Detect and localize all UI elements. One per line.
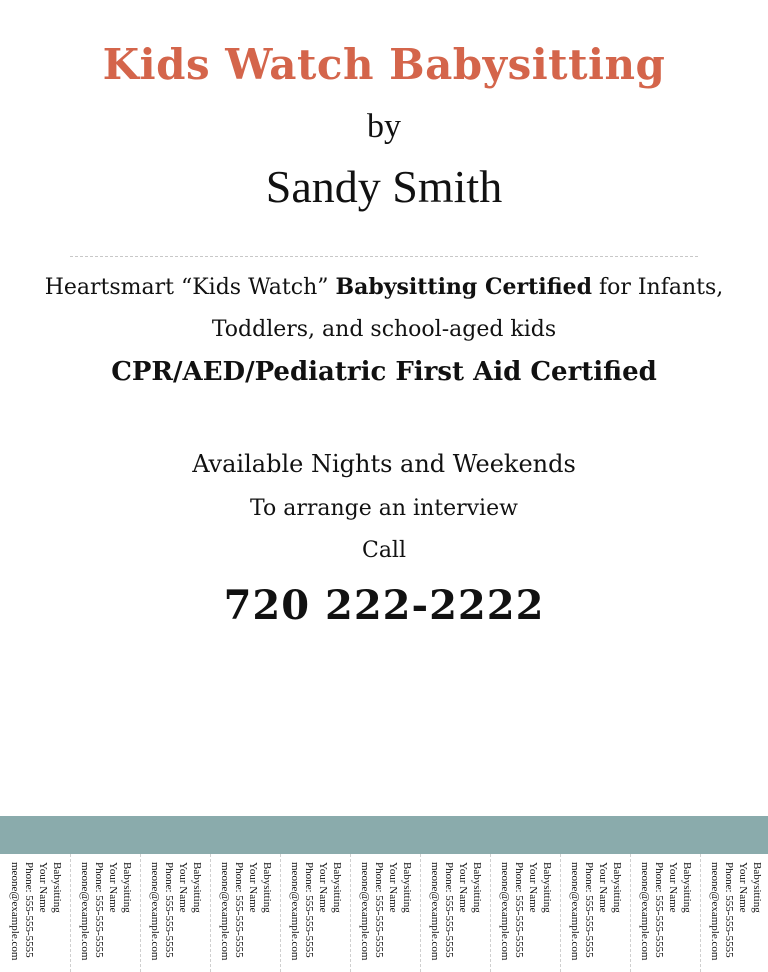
tab-name: Your Name bbox=[37, 862, 49, 913]
tab-text bbox=[148, 862, 204, 960]
tab-title: Babysitting bbox=[681, 862, 693, 913]
tab-email: meone@example.com bbox=[79, 862, 91, 961]
certification-line-1 bbox=[0, 274, 768, 300]
arrange-text: To arrange an interview bbox=[250, 496, 518, 521]
tab-title: Babysitting bbox=[51, 862, 63, 913]
tab-title: Babysitting bbox=[751, 862, 763, 913]
tab-title: Babysitting bbox=[191, 862, 203, 913]
tab-email: meone@example.com bbox=[639, 862, 651, 961]
tab-name: Your Name bbox=[387, 862, 399, 913]
tab-phone: Phone: 555-555-5555 bbox=[23, 862, 35, 958]
tab-name: Your Name bbox=[107, 862, 119, 913]
tab-phone: Phone: 555-555-5555 bbox=[163, 862, 175, 958]
tab-email: meone@example.com bbox=[219, 862, 231, 961]
tab-email: meone@example.com bbox=[709, 862, 721, 961]
tear-off-tab[interactable] bbox=[140, 854, 210, 972]
tab-title: Babysitting bbox=[471, 862, 483, 913]
tab-phone: Phone: 555-555-5555 bbox=[233, 862, 245, 958]
tab-title: Babysitting bbox=[261, 862, 273, 913]
tab-email: meone@example.com bbox=[429, 862, 441, 961]
tab-name: Your Name bbox=[317, 862, 329, 913]
tab-name: Your Name bbox=[597, 862, 609, 913]
tab-text bbox=[708, 862, 764, 960]
tear-off-tab[interactable] bbox=[280, 854, 350, 972]
tab-email: meone@example.com bbox=[499, 862, 511, 961]
availability-text: Available Nights and Weekends bbox=[192, 450, 576, 478]
tab-text bbox=[568, 862, 624, 960]
tab-phone: Phone: 555-555-5555 bbox=[513, 862, 525, 958]
tab-phone: Phone: 555-555-5555 bbox=[653, 862, 665, 958]
flyer-title: Kids Watch Babysitting bbox=[102, 40, 666, 89]
tab-name: Your Name bbox=[527, 862, 539, 913]
flyer-name: Sandy Smith bbox=[265, 161, 503, 212]
color-band bbox=[0, 816, 768, 854]
tab-email: meone@example.com bbox=[569, 862, 581, 961]
tab-email: meone@example.com bbox=[9, 862, 21, 961]
tab-text bbox=[8, 862, 64, 960]
tab-text bbox=[428, 862, 484, 960]
certification-pre: Heartsmart “Kids Watch” bbox=[44, 275, 336, 300]
tab-title: Babysitting bbox=[331, 862, 343, 913]
tab-text bbox=[638, 862, 694, 960]
tab-name: Your Name bbox=[667, 862, 679, 913]
tab-name: Your Name bbox=[247, 862, 259, 913]
tab-email: meone@example.com bbox=[359, 862, 371, 961]
call-text: Call bbox=[361, 538, 407, 563]
tab-title: Babysitting bbox=[541, 862, 553, 913]
tab-text bbox=[78, 862, 134, 960]
tear-off-tab[interactable] bbox=[630, 854, 700, 972]
tab-name: Your Name bbox=[737, 862, 749, 913]
tab-phone: Phone: 555-555-5555 bbox=[303, 862, 315, 958]
tear-off-tab[interactable] bbox=[490, 854, 560, 972]
tab-text bbox=[218, 862, 274, 960]
tab-text bbox=[288, 862, 344, 960]
flyer-by: by bbox=[367, 108, 401, 145]
tab-text bbox=[498, 862, 554, 960]
tab-phone: Phone: 555-555-5555 bbox=[443, 862, 455, 958]
tear-off-tabs bbox=[0, 854, 768, 972]
certification-bold: Babysitting Certified bbox=[335, 274, 592, 300]
divider bbox=[70, 256, 698, 257]
tear-off-tab[interactable] bbox=[0, 854, 70, 972]
tab-text bbox=[358, 862, 414, 960]
tear-off-tab[interactable] bbox=[420, 854, 490, 972]
tab-title: Babysitting bbox=[611, 862, 623, 913]
tear-off-tab[interactable] bbox=[560, 854, 630, 972]
tear-off-tab[interactable] bbox=[350, 854, 420, 972]
tear-off-tab[interactable] bbox=[700, 854, 768, 972]
cpr-certification: CPR/AED/Pediatric First Aid Certified bbox=[111, 357, 657, 387]
certification-post: for Infants, bbox=[591, 275, 724, 300]
tab-email: meone@example.com bbox=[289, 862, 301, 961]
tab-phone: Phone: 555-555-5555 bbox=[373, 862, 385, 958]
tear-off-tab[interactable] bbox=[70, 854, 140, 972]
tab-title: Babysitting bbox=[121, 862, 133, 913]
tear-off-tab[interactable] bbox=[210, 854, 280, 972]
tab-name: Your Name bbox=[457, 862, 469, 913]
tab-title: Babysitting bbox=[401, 862, 413, 913]
tab-phone: Phone: 555-555-5555 bbox=[583, 862, 595, 958]
certification-line-2: Toddlers, and school-aged kids bbox=[211, 317, 557, 342]
phone-number: 720 222-2222 bbox=[223, 582, 545, 629]
tab-phone: Phone: 555-555-5555 bbox=[93, 862, 105, 958]
tab-phone: Phone: 555-555-5555 bbox=[723, 862, 735, 958]
tab-name: Your Name bbox=[177, 862, 189, 913]
tab-email: meone@example.com bbox=[149, 862, 161, 961]
